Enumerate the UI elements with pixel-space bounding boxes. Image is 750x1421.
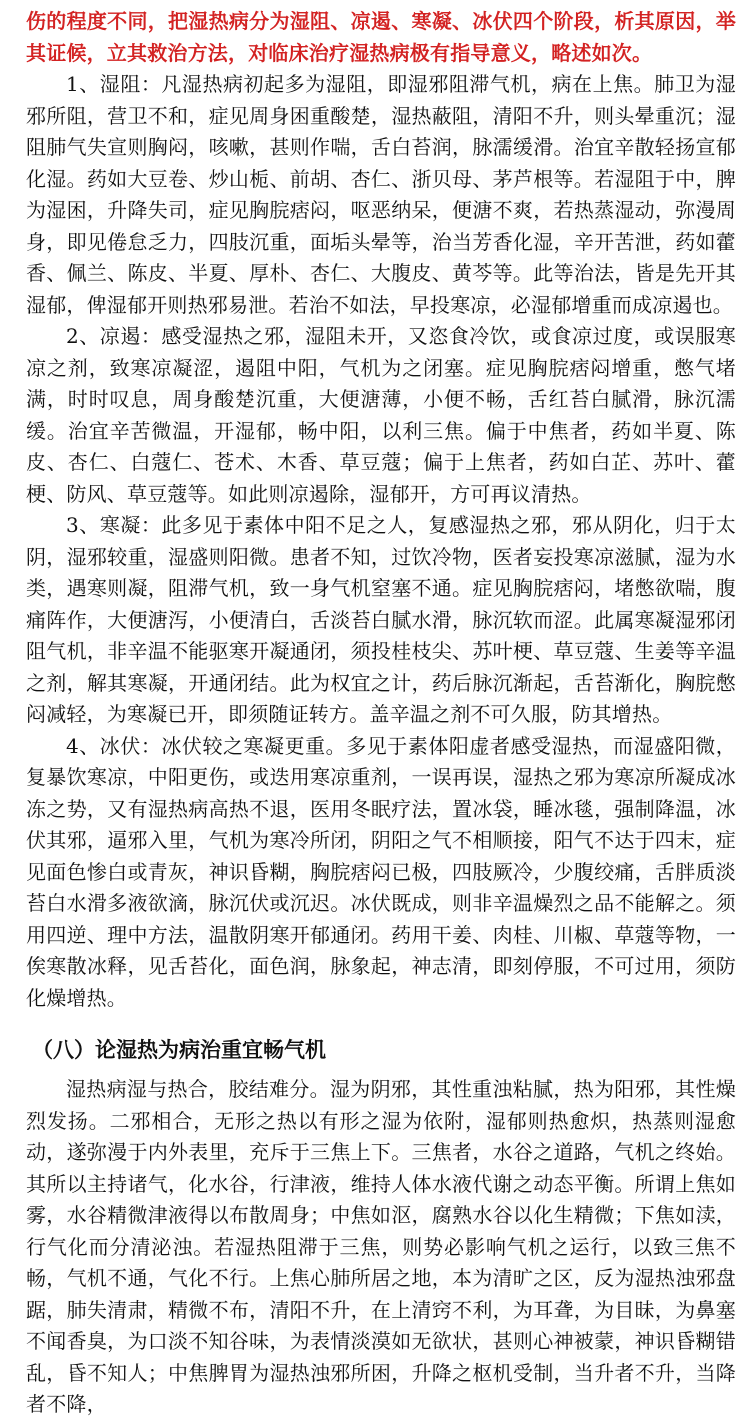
paragraph-cold-blockage: 2、凉遏：感受湿热之邪，湿阻未开，又恣食冷饮，或食凉过度，或误服寒凉之剂，致寒凉凝涩，遏阻中阳，气机为之闭塞。症见胸脘痞闷增重，憋气堵满，时时叹息，周身酸楚沉重，大便溏薄，小便不畅，舌红苔白腻滑，脉沉濡缓。治宜辛苦微温，开湿郁，畅中阳，以利三焦。偏于中焦者，药如半夏、陈皮、杏仁、白蔻仁、苍术、木香、草豆蔻；偏于上焦者，药如白芷、苏叶、藿梗、防风、草豆蔻等。如此则凉遏除，湿郁开，方可再议清热。 bbox=[26, 324, 736, 506]
paragraph-dampness-obstruction: 1、湿阻：凡湿热病初起多为湿阻，即湿邪阻滞气机，病在上焦。肺卫为湿邪所阻，营卫不和，症见周身困重酸楚，湿热蔽阻，清阳不升，则头晕重沉；湿阻肺气失宣则胸闷，咳嗽，甚则作喘，舌白苔润，脉濡缓滑。治宜辛散轻扬宣郁化湿。药如大豆卷、炒山栀、前胡、杏仁、浙贝母、茅芦根等。若湿阻于中，脾为湿困，升降失司，症见胸脘痞闷，呕恶纳呆，便溏不爽，若热蒸湿动，弥漫周身，即见倦怠乏力，四肢沉重，面垢头晕等，治当芳香化湿，辛开苦泄，药如藿香、佩兰、陈皮、半夏、厚朴、杏仁、大腹皮、黄芩等。此等治法，皆是先开其湿郁，俾湿郁开则热邪易泄。若治不如法，早投寒凉，必湿郁增重而成凉遏也。 bbox=[26, 72, 736, 317]
intro-red-text: 伤的程度不同，把湿热病分为湿阻、凉遏、寒凝、冰伏四个阶段，析其原因，举其证候，立其救治方法，对临床治疗湿热病极有指导意义，略述如次。 bbox=[26, 9, 736, 65]
paragraph-ice-hidden: 4、冰伏：冰伏较之寒凝更重。多见于素体阳虚者感受湿热，而湿盛阳微，复暴饮寒凉，中阳更伤，或迭用寒凉重剂，一误再误，湿热之邪为寒凉所凝成冰冻之势，又有湿热病高热不退，医用冬眠疗法，置冰袋，睡冰毯，强制降温，冰伏其邪，逼邪入里，气机为寒冷所闭，阴阳之气不相顺接，阳气不达于四末，症见面色惨白或青灰，神识昏糊，胸脘痞闷已极，四肢厥冷，少腹绞痛，舌胖质淡苔白水滑多液欲滴，脉沉伏或沉迟。冰伏既成，则非辛温燥烈之品不能解之。须用四逆、理中方法，温散阴寒开郁通闭。药用干姜、肉桂、川椒、草蔻等物，一俟寒散冰释，见舌苔化，面色润，脉象起，神志清，即刻停服，不可过用，须防化燥增热。 bbox=[26, 733, 736, 1010]
section-heading: （八）论湿热为病治重宜畅气机 bbox=[32, 1037, 326, 1062]
section-paragraph: 湿热病湿与热合，胶结难分。湿为阴邪，其性重浊粘腻，热为阳邪，其性燥烈发扬。二邪相合，无形之热以有形之湿为依附，湿郁则热愈炽，热蒸则湿愈动，遂弥漫于内外表里，充斥于三焦上下。三焦者，水谷之道路，气机之终始。其所以主持诸气，化水谷，行津液，维持人体水液代谢之动态平衡。所谓上焦如雾，水谷精微津液得以布散周身；中焦如沤，腐熟水谷以化生精微；下焦如渎，行气化而分清泌浊。若湿热阻滞于三焦，则势必影响气机之运行，以致三焦不畅，气机不通，气化不行。上焦心肺所居之地，本为清旷之区，反为湿热浊邪盘踞，肺失清肃，精微不布，清阳不升，在上清窍不利，为耳聋，为目昧，为鼻塞不闻香臭，为口淡不知谷味，为表情淡漠如无欲状，甚则心神被蒙，神识昏糊错乱，昏不知人；中焦脾胃为湿热浊邪所困，升降之枢机受制，当升者不升，当降者不降， bbox=[26, 1077, 736, 1416]
paragraph-cold-congealing: 3、寒凝：此多见于素体中阳不足之人，复感湿热之邪，邪从阴化，归于太阴，湿邪较重，湿盛则阳微。患者不知，过饮冷物，医者妄投寒凉滋腻，湿为水类，遇寒则凝，阻滞气机，致一身气机窒塞不通。症见胸脘痞闷，堵憋欲喘，腹痛阵作，大便溏泻，小便清白，舌淡苔白腻水滑，脉沉软而涩。此属寒凝湿邪闭阻气机，非辛温不能驱寒开凝通闭，须投桂枝尖、苏叶梗、草豆蔻、生姜等辛温之剂，解其寒凝，开通闭结。此为权宜之计，药后脉沉渐起，舌苔渐化，胸脘憋闷减轻，为寒凝已开，即须随证转方。盖辛温之剂不可久服，防其增热。 bbox=[26, 513, 736, 726]
